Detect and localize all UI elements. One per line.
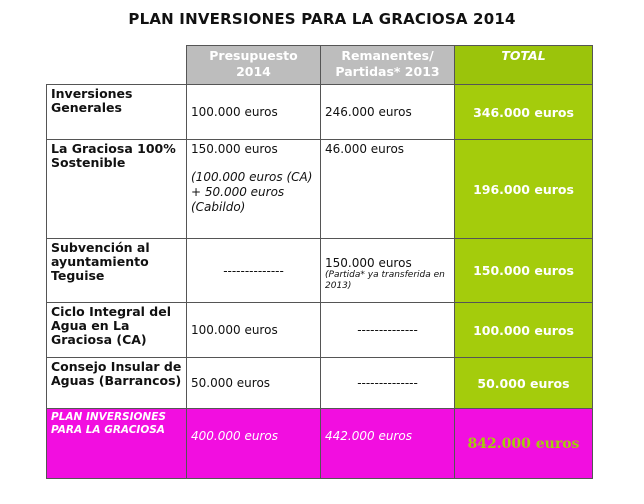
- cell-total: 50.000 euros: [455, 358, 593, 409]
- cell-total: 346.000 euros: [455, 85, 593, 140]
- summary-total: 842.000 euros: [455, 409, 593, 479]
- cell-presupuesto: [187, 140, 321, 239]
- page-title: PLAN INVERSIONES PARA LA GRACIOSA 2014: [128, 10, 516, 28]
- cell-presupuesto: [187, 239, 321, 303]
- row-label: La Graciosa 100% Sostenible: [47, 140, 187, 239]
- header-remanentes: [321, 46, 455, 85]
- cell-remanentes: 246.000 euros: [321, 85, 455, 140]
- cell-remanentes: [321, 358, 455, 409]
- row-label: Consejo Insular de Aguas (Barrancos): [47, 358, 187, 409]
- table-row: [47, 303, 593, 358]
- cell-total: 150.000 euros: [455, 239, 593, 303]
- cell-total: 100.000 euros: [455, 303, 593, 358]
- row-label: Inversiones Generales: [47, 85, 187, 140]
- header-blank-cell: [47, 46, 187, 85]
- cell-remanentes: [321, 303, 455, 358]
- summary-presupuesto: 400.000 euros: [187, 409, 321, 479]
- cell-remanentes-dash: --------------: [357, 376, 418, 390]
- cell-presupuesto-note: (100.000 euros (CA) + 50.000 euros (Cabildo): [191, 170, 313, 214]
- investment-table: [46, 45, 593, 479]
- row-label: Subvención al ayuntamiento Teguise: [47, 239, 187, 303]
- table-row: [47, 85, 593, 140]
- header-remanentes-line2: Partidas* 2013: [335, 64, 440, 79]
- row-label: Ciclo Integral del Agua en La Graciosa (CA): [47, 303, 187, 358]
- cell-presupuesto-dash: --------------: [223, 263, 284, 278]
- table-row: [47, 140, 593, 239]
- summary-label: PLAN INVERSIONES PARA LA GRACIOSA: [47, 409, 187, 479]
- table-row: [47, 239, 593, 303]
- cell-remanentes-dash: --------------: [357, 323, 418, 337]
- cell-total: 196.000 euros: [455, 140, 593, 239]
- header-presupuesto-line2: 2014: [236, 64, 271, 79]
- summary-remanentes: 442.000 euros: [321, 409, 455, 479]
- cell-remanentes: 46.000 euros: [321, 140, 455, 239]
- summary-row: [47, 409, 593, 479]
- cell-remanentes-value: 150.000 euros: [325, 255, 412, 270]
- header-remanentes-line1: Remanentes/: [341, 48, 434, 63]
- header-presupuesto: [187, 46, 321, 85]
- header-presupuesto-line1: Presupuesto: [209, 48, 298, 63]
- header-total: TOTAL: [455, 46, 593, 85]
- cell-remanentes: [321, 239, 455, 303]
- cell-presupuesto: 100.000 euros: [187, 303, 321, 358]
- cell-remanentes-note: (Partida* ya transferida en 2013): [325, 269, 445, 291]
- table-row: [47, 358, 593, 409]
- cell-presupuesto-value: 150.000 euros: [191, 142, 278, 156]
- cell-presupuesto: 100.000 euros: [187, 85, 321, 140]
- cell-presupuesto: 50.000 euros: [187, 358, 321, 409]
